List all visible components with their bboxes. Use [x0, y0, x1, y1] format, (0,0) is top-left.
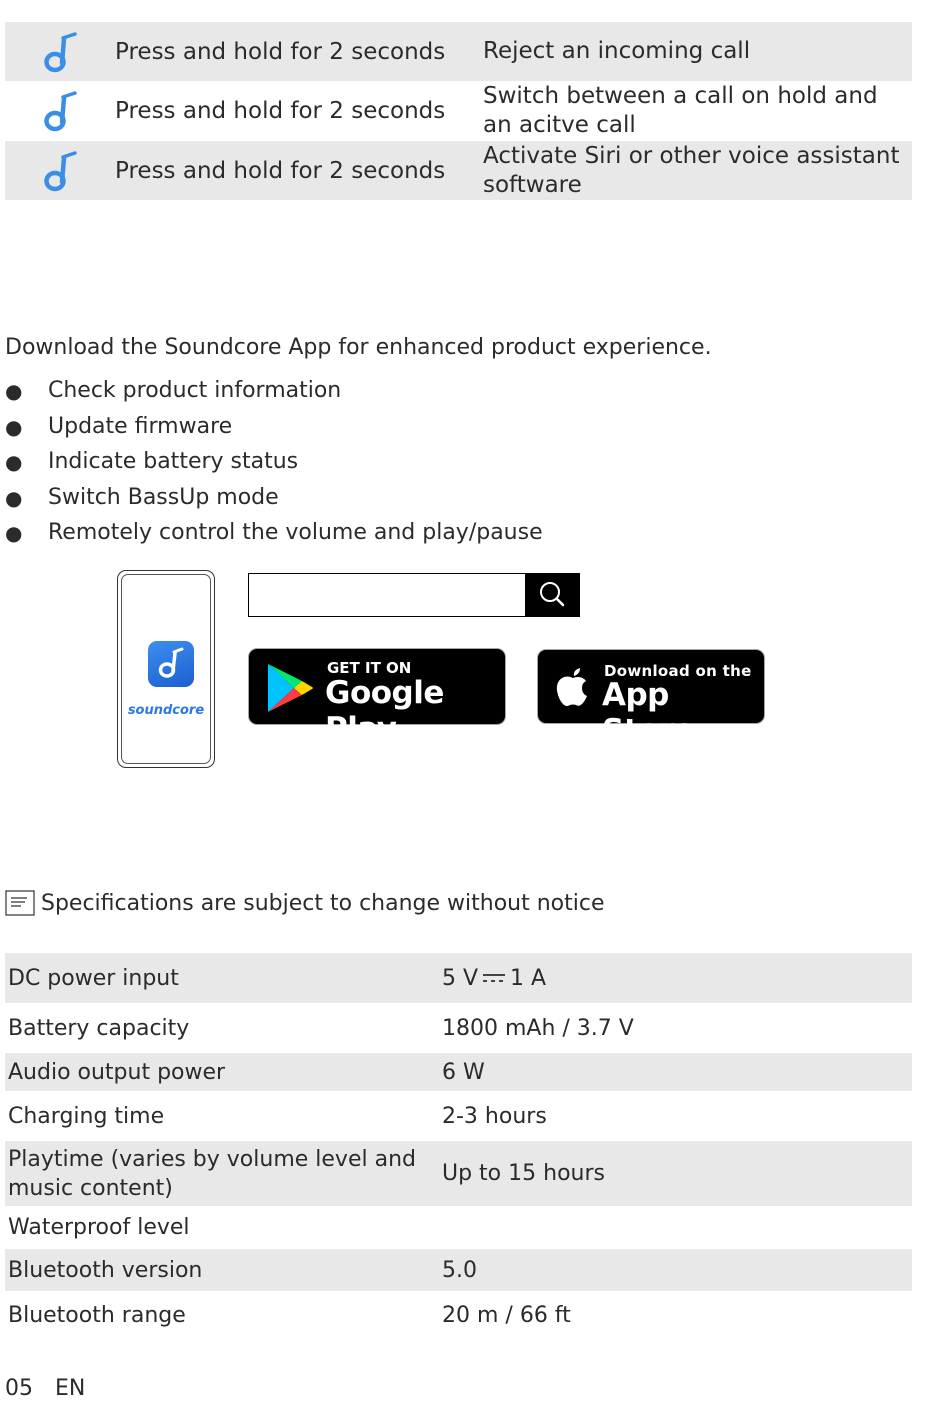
control-result: Activate Siri or other voice assistant software [483, 142, 900, 198]
bullet-icon: ● [5, 521, 23, 545]
control-action: Press and hold for 2 seconds [115, 38, 446, 65]
app-name-label: soundcore [127, 703, 205, 718]
spec-label: Playtime (varies by volume level and music content) [8, 1146, 416, 1201]
table-row [5, 1249, 912, 1291]
page-footer [5, 1376, 85, 1401]
language-code: EN [55, 1376, 86, 1401]
control-row [5, 141, 912, 200]
spec-label: Charging time [8, 1103, 165, 1129]
search-icon [537, 580, 567, 610]
table-row [5, 1053, 912, 1091]
table-row [5, 953, 912, 1003]
bullet-icon: ● [5, 379, 23, 403]
spec-value: 5.0 [442, 1257, 477, 1283]
page-number: 05 [5, 1376, 33, 1401]
spec-value: 2-3 hours [442, 1103, 547, 1129]
spec-label: Bluetooth version [8, 1257, 203, 1283]
search-button[interactable] [525, 574, 579, 616]
spec-value: 20 m / 66 ft [442, 1302, 571, 1328]
spec-label: DC power input [8, 965, 179, 991]
table-row [5, 1091, 912, 1141]
soundcore-logo-icon [5, 89, 115, 133]
table-row [5, 1003, 912, 1053]
control-row [5, 22, 912, 81]
app-search-box[interactable] [248, 573, 580, 617]
app-store-line1: Download on the [604, 662, 752, 680]
spec-label: Battery capacity [8, 1015, 190, 1041]
bullet-icon: ● [5, 414, 23, 439]
spec-value: 6 W [442, 1059, 485, 1085]
control-table [5, 22, 912, 200]
control-row [5, 81, 912, 141]
dc-symbol-icon [480, 971, 508, 985]
app-store-line2: App Store [602, 677, 695, 749]
google-play-badge[interactable] [248, 648, 506, 747]
control-action: Press and hold for 2 seconds [115, 98, 446, 124]
google-play-line2: Google Play [325, 675, 444, 747]
spec-table [5, 953, 912, 1339]
spec-value: 5 V 1 A [442, 965, 547, 991]
spec-label: Bluetooth range [8, 1302, 186, 1328]
note-icon [5, 890, 35, 916]
table-row [5, 1141, 912, 1206]
spec-label: Waterproof level [8, 1215, 190, 1240]
app-intro-text: Download the Soundcore App for enhanced product experience. [5, 335, 712, 360]
soundcore-app-icon[interactable] [148, 641, 194, 687]
spec-label: Audio output power [8, 1059, 226, 1085]
bullet-icon: ● [5, 485, 23, 510]
phone-illustration [117, 570, 215, 768]
control-result: Reject an incoming call [483, 38, 751, 64]
apple-icon [554, 664, 592, 708]
spec-note [5, 890, 605, 916]
table-row [5, 1291, 912, 1339]
control-result: Switch between a call on hold and an acitve call [483, 83, 878, 138]
soundcore-logo-icon [5, 149, 115, 193]
soundcore-logo-icon [5, 30, 115, 74]
spec-value: Up to 15 hours [442, 1161, 605, 1186]
google-play-icon [265, 662, 315, 714]
bullet-icon: ● [5, 450, 23, 474]
spec-value: 1800 mAh / 3.7 V [442, 1015, 634, 1041]
app-store-badge[interactable] [537, 649, 765, 749]
note-text: Specifications are subject to change without notice [41, 890, 605, 916]
google-play-line1: GET IT ON [327, 659, 412, 677]
table-row [5, 1206, 912, 1249]
control-action: Press and hold for 2 seconds [115, 157, 446, 184]
